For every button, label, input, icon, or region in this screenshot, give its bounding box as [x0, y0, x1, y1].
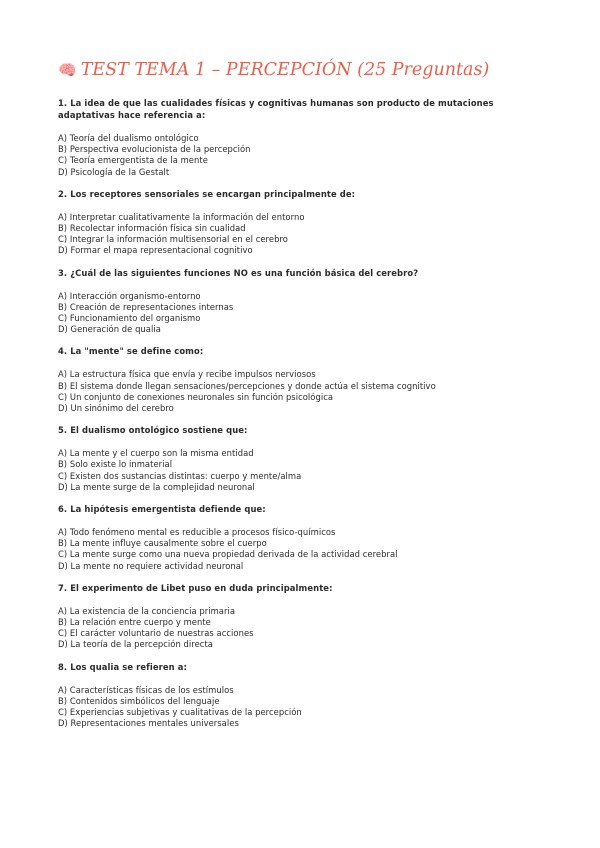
option-a: A) Interpretar cualitativamente la información del entorno [58, 211, 305, 222]
option-d: D) Formar el mapa representacional cognitivo [58, 245, 253, 256]
question-text: 1. La idea de que las cualidades físicas y cognitivas humanas son producto de mutaciones adaptativas hace referencia a: [58, 98, 494, 120]
option-list [58, 291, 548, 336]
option-list [58, 212, 548, 257]
option-c: C) Integrar la información multisensorial en el cerebro [58, 234, 288, 245]
question-item [58, 424, 548, 493]
question-text: 6. La hipótesis emergentista defiende que: [58, 504, 266, 515]
question-text: 2. Los receptores sensoriales se encargan principalmente de: [58, 188, 356, 199]
option-list [58, 448, 548, 493]
option-b: B) Solo existe lo inmaterial [58, 459, 173, 470]
question-list [58, 97, 548, 740]
option-b: B) El sistema donde llegan sensaciones/percepciones y donde actúa el sistema cognitivo [58, 380, 436, 391]
option-list [58, 606, 548, 651]
option-b: B) Recolectar información física sin cualidad [58, 223, 246, 234]
question-item [58, 661, 548, 730]
option-list [58, 369, 548, 414]
option-list [58, 527, 548, 572]
option-d: D) La teoría de la percepción directa [58, 639, 213, 650]
question-text: 5. El dualismo ontológico sostiene que: [58, 425, 248, 436]
option-a: A) Todo fenómeno mental es reducible a procesos físico-químicos [58, 527, 336, 538]
option-c: C) La mente surge como una nueva propiedad derivada de la actividad cerebral [58, 549, 398, 560]
option-d: D) La mente no requiere actividad neuronal [58, 560, 244, 571]
page-title-text: TEST TEMA 1 – PERCEPCIÓN (25 Preguntas) [80, 60, 490, 80]
question-item [58, 345, 548, 414]
question-item [58, 582, 548, 651]
option-c: C) Funcionamiento del organismo [58, 313, 201, 324]
question-text: 3. ¿Cuál de las siguientes funciones NO es una función básica del cerebro? [58, 267, 419, 278]
option-list [58, 133, 548, 178]
question-item [58, 267, 548, 336]
option-a: A) Interacción organismo-entorno [58, 290, 201, 301]
option-d: D) Generación de qualia [58, 324, 161, 335]
option-d: D) La mente surge de la complejidad neuronal [58, 481, 255, 492]
option-a: A) La existencia de la conciencia primaria [58, 605, 236, 616]
option-d: D) Psicología de la Gestalt [58, 166, 170, 177]
question-text: 7. El experimento de Libet puso en duda principalmente: [58, 582, 333, 593]
question-item [58, 97, 548, 178]
option-a: A) La estructura física que envía y recibe impulsos nerviosos [58, 369, 316, 380]
option-c: C) Experiencias subjetivas y cualitativas de la percepción [58, 707, 302, 718]
brain-icon: 🧠 [58, 61, 77, 79]
option-b: B) La mente influye causalmente sobre el cuerpo [58, 538, 267, 549]
page-title [58, 58, 489, 82]
option-c: C) Teoría emergentista de la mente [58, 155, 208, 166]
option-a: A) Teoría del dualismo ontológico [58, 133, 199, 143]
option-b: B) La relación entre cuerpo y mente [58, 617, 211, 628]
option-a: A) Características físicas de los estímulos [58, 684, 234, 695]
question-text: 8. Los qualia se refieren a: [58, 661, 187, 672]
question-item [58, 188, 548, 257]
option-b: B) Perspectiva evolucionista de la percepción [58, 144, 251, 155]
question-text: 4. La "mente" se define como: [58, 346, 204, 357]
option-b: B) Contenidos simbólicos del lenguaje [58, 695, 220, 706]
option-d: D) Representaciones mentales universales [58, 718, 239, 729]
option-a: A) La mente y el cuerpo son la misma entidad [58, 448, 254, 459]
option-list [58, 685, 548, 730]
option-d: D) Un sinónimo del cerebro [58, 403, 174, 414]
option-c: C) Un conjunto de conexiones neuronales sin función psicológica [58, 391, 334, 402]
option-b: B) Creación de representaciones internas [58, 301, 234, 312]
option-c: C) Existen dos sustancias distintas: cuerpo y mente/alma [58, 470, 302, 481]
option-c: C) El carácter voluntario de nuestras acciones [58, 628, 254, 639]
question-item [58, 503, 548, 572]
